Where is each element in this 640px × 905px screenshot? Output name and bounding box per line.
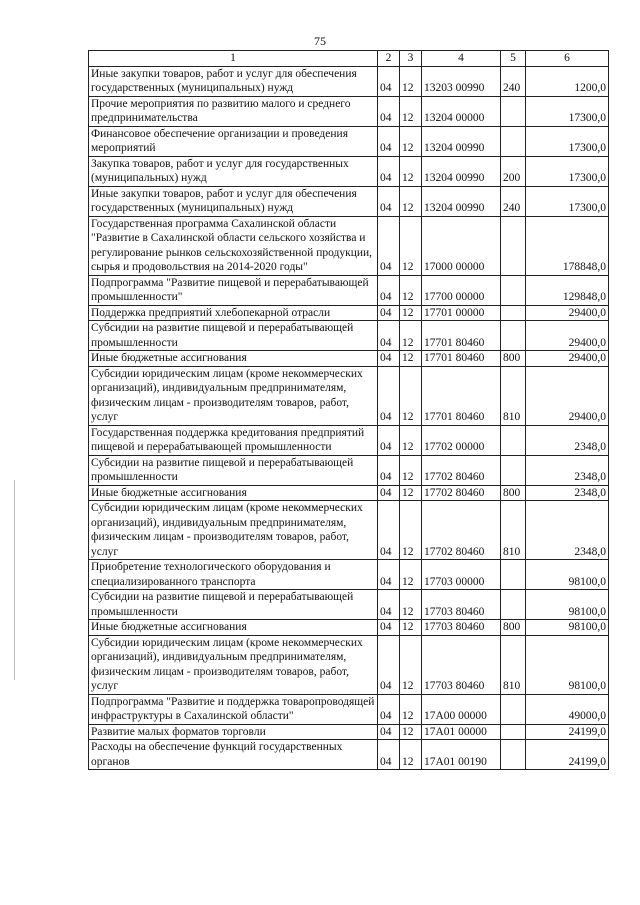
row-name: Прочие мероприятия по развитию малого и среднего предпринимательства	[89, 96, 378, 126]
expense-type-code	[501, 740, 526, 770]
row-name: Субсидии на развитие пищевой и перерабатывающей промышленности	[89, 455, 378, 485]
row-name: Субсидии юридическим лицам (кроме некоммерческих организаций), индивидуальным предпринимателям, физическим лицам - производителям товаров, работ, услуг	[89, 366, 378, 425]
row-name: Субсидии на развитие пищевой и перерабатывающей промышленности	[89, 590, 378, 620]
target-article-code: 17701 80460	[422, 321, 501, 351]
section-code: 04	[378, 740, 400, 770]
amount: 129848,0	[526, 275, 609, 305]
target-article-code: 17А01 00190	[422, 740, 501, 770]
section-code: 04	[378, 321, 400, 351]
expense-type-code	[501, 724, 526, 740]
target-article-code: 17А00 00000	[422, 694, 501, 724]
row-name: Финансовое обеспечение организации и проведения мероприятий	[89, 126, 378, 156]
target-article-code: 17702 80460	[422, 455, 501, 485]
subsection-code: 12	[400, 501, 422, 560]
table-row	[89, 305, 609, 321]
section-code: 04	[378, 620, 400, 636]
amount: 17300,0	[526, 156, 609, 186]
section-code: 04	[378, 455, 400, 485]
row-name: Государственная поддержка кредитования предприятий пищевой и перерабатывающей промышленности	[89, 425, 378, 455]
table-row	[89, 156, 609, 186]
section-code: 04	[378, 66, 400, 96]
subsection-code: 12	[400, 305, 422, 321]
target-article-code: 17701 80460	[422, 351, 501, 367]
page-number: 75	[314, 34, 326, 48]
table-row	[89, 186, 609, 216]
table-row	[89, 96, 609, 126]
section-code: 04	[378, 351, 400, 367]
table-row	[89, 620, 609, 636]
table-row	[89, 560, 609, 590]
section-code: 04	[378, 96, 400, 126]
section-code: 04	[378, 275, 400, 305]
target-article-code: 17701 80460	[422, 366, 501, 425]
expense-type-code	[501, 96, 526, 126]
amount: 98100,0	[526, 560, 609, 590]
table-row	[89, 425, 609, 455]
row-name: Субсидии юридическим лицам (кроме некоммерческих организаций), индивидуальным предпринимателям, физическим лицам - производителям товаров, работ, услуг	[89, 635, 378, 694]
row-name: Субсидии юридическим лицам (кроме некоммерческих организаций), индивидуальным предпринимателям, физическим лицам - производителям товаров, работ, услуг	[89, 501, 378, 560]
section-code: 04	[378, 501, 400, 560]
scan-margin-line	[14, 480, 15, 680]
amount: 98100,0	[526, 635, 609, 694]
target-article-code: 13204 00000	[422, 96, 501, 126]
amount: 29400,0	[526, 366, 609, 425]
subsection-code: 12	[400, 455, 422, 485]
row-name: Расходы на обеспечение функций государственных органов	[89, 740, 378, 770]
row-name: Приобретение технологического оборудования и специализированного транспорта	[89, 560, 378, 590]
section-code: 04	[378, 425, 400, 455]
subsection-code: 12	[400, 425, 422, 455]
amount: 29400,0	[526, 351, 609, 367]
section-code: 04	[378, 305, 400, 321]
target-article-code: 17703 80460	[422, 635, 501, 694]
table-row	[89, 275, 609, 305]
expense-type-code	[501, 694, 526, 724]
amount: 29400,0	[526, 321, 609, 351]
expense-type-code: 240	[501, 66, 526, 96]
table-row	[89, 321, 609, 351]
amount: 49000,0	[526, 694, 609, 724]
section-code: 04	[378, 216, 400, 275]
amount: 29400,0	[526, 305, 609, 321]
section-code: 04	[378, 156, 400, 186]
subsection-code: 12	[400, 366, 422, 425]
expense-type-code	[501, 560, 526, 590]
target-article-code: 17703 00000	[422, 560, 501, 590]
amount: 17300,0	[526, 186, 609, 216]
table-row	[89, 366, 609, 425]
table-row	[89, 126, 609, 156]
subsection-code: 12	[400, 66, 422, 96]
target-article-code: 13204 00990	[422, 126, 501, 156]
subsection-code: 12	[400, 694, 422, 724]
section-code: 04	[378, 366, 400, 425]
table-row	[89, 635, 609, 694]
expense-type-code: 800	[501, 620, 526, 636]
section-code: 04	[378, 560, 400, 590]
row-name: Подпрограмма "Развитие пищевой и перерабатывающей промышленности"	[89, 275, 378, 305]
section-code: 04	[378, 590, 400, 620]
amount: 178848,0	[526, 216, 609, 275]
table-row	[89, 501, 609, 560]
row-name: Государственная программа Сахалинской области "Развитие в Сахалинской области сельского хозяйства и регулирование рынков сельскохозяйственной продукции, сырья и продовольствия на 2014-2020 годы"	[89, 216, 378, 275]
expense-type-code	[501, 590, 526, 620]
column-header-2: 2	[378, 51, 400, 67]
expense-type-code: 810	[501, 501, 526, 560]
amount: 17300,0	[526, 96, 609, 126]
column-header-1: 1	[89, 51, 378, 67]
subsection-code: 12	[400, 635, 422, 694]
target-article-code: 17702 00000	[422, 425, 501, 455]
target-article-code: 17701 00000	[422, 305, 501, 321]
subsection-code: 12	[400, 186, 422, 216]
row-name: Подпрограмма "Развитие и поддержка товаропроводящей инфраструктуры в Сахалинской области"	[89, 694, 378, 724]
amount: 2348,0	[526, 501, 609, 560]
target-article-code: 13203 00990	[422, 66, 501, 96]
subsection-code: 12	[400, 96, 422, 126]
row-name: Субсидии на развитие пищевой и перерабатывающей промышленности	[89, 321, 378, 351]
subsection-code: 12	[400, 620, 422, 636]
amount: 2348,0	[526, 485, 609, 501]
target-article-code: 17000 00000	[422, 216, 501, 275]
expense-type-code	[501, 275, 526, 305]
expense-type-code	[501, 216, 526, 275]
subsection-code: 12	[400, 275, 422, 305]
row-name: Иные бюджетные ассигнования	[89, 620, 378, 636]
target-article-code: 17А01 00000	[422, 724, 501, 740]
row-name: Развитие малых форматов торговли	[89, 724, 378, 740]
expense-type-code: 810	[501, 635, 526, 694]
budget-table	[88, 50, 609, 770]
subsection-code: 12	[400, 156, 422, 186]
expense-type-code: 810	[501, 366, 526, 425]
subsection-code: 12	[400, 216, 422, 275]
table-row	[89, 216, 609, 275]
amount: 24199,0	[526, 740, 609, 770]
subsection-code: 12	[400, 590, 422, 620]
subsection-code: 12	[400, 321, 422, 351]
expense-type-code: 240	[501, 186, 526, 216]
subsection-code: 12	[400, 740, 422, 770]
amount: 24199,0	[526, 724, 609, 740]
section-code: 04	[378, 126, 400, 156]
table-row	[89, 694, 609, 724]
column-header-6: 6	[526, 51, 609, 67]
table-row	[89, 740, 609, 770]
row-name: Иные бюджетные ассигнования	[89, 485, 378, 501]
target-article-code: 13204 00990	[422, 186, 501, 216]
target-article-code: 17702 80460	[422, 485, 501, 501]
row-name: Иные закупки товаров, работ и услуг для обеспечения государственных (муниципальных) нужд	[89, 186, 378, 216]
amount: 2348,0	[526, 425, 609, 455]
section-code: 04	[378, 694, 400, 724]
target-article-code: 17703 80460	[422, 620, 501, 636]
target-article-code: 17703 80460	[422, 590, 501, 620]
expense-type-code: 800	[501, 351, 526, 367]
target-article-code: 17702 80460	[422, 501, 501, 560]
section-code: 04	[378, 186, 400, 216]
column-header-3: 3	[400, 51, 422, 67]
table-row	[89, 590, 609, 620]
table-row	[89, 351, 609, 367]
section-code: 04	[378, 635, 400, 694]
target-article-code: 13204 00990	[422, 156, 501, 186]
amount: 17300,0	[526, 126, 609, 156]
subsection-code: 12	[400, 126, 422, 156]
amount: 98100,0	[526, 620, 609, 636]
amount: 98100,0	[526, 590, 609, 620]
expense-type-code: 800	[501, 485, 526, 501]
table-row	[89, 485, 609, 501]
table-row	[89, 455, 609, 485]
table-body	[89, 66, 609, 770]
row-name: Закупка товаров, работ и услуг для государственных (муниципальных) нужд	[89, 156, 378, 186]
subsection-code: 12	[400, 560, 422, 590]
expense-type-code: 200	[501, 156, 526, 186]
column-header-4: 4	[422, 51, 501, 67]
table-header-row	[89, 51, 609, 67]
amount: 1200,0	[526, 66, 609, 96]
amount: 2348,0	[526, 455, 609, 485]
section-code: 04	[378, 485, 400, 501]
expense-type-code	[501, 321, 526, 351]
subsection-code: 12	[400, 485, 422, 501]
target-article-code: 17700 00000	[422, 275, 501, 305]
section-code: 04	[378, 724, 400, 740]
expense-type-code	[501, 305, 526, 321]
subsection-code: 12	[400, 351, 422, 367]
subsection-code: 12	[400, 724, 422, 740]
row-name: Иные закупки товаров, работ и услуг для обеспечения государственных (муниципальных) нужд	[89, 66, 378, 96]
column-header-5: 5	[501, 51, 526, 67]
expense-type-code	[501, 425, 526, 455]
expense-type-code	[501, 455, 526, 485]
row-name: Иные бюджетные ассигнования	[89, 351, 378, 367]
expense-type-code	[501, 126, 526, 156]
table-row	[89, 66, 609, 96]
table-row	[89, 724, 609, 740]
row-name: Поддержка предприятий хлебопекарной отрасли	[89, 305, 378, 321]
